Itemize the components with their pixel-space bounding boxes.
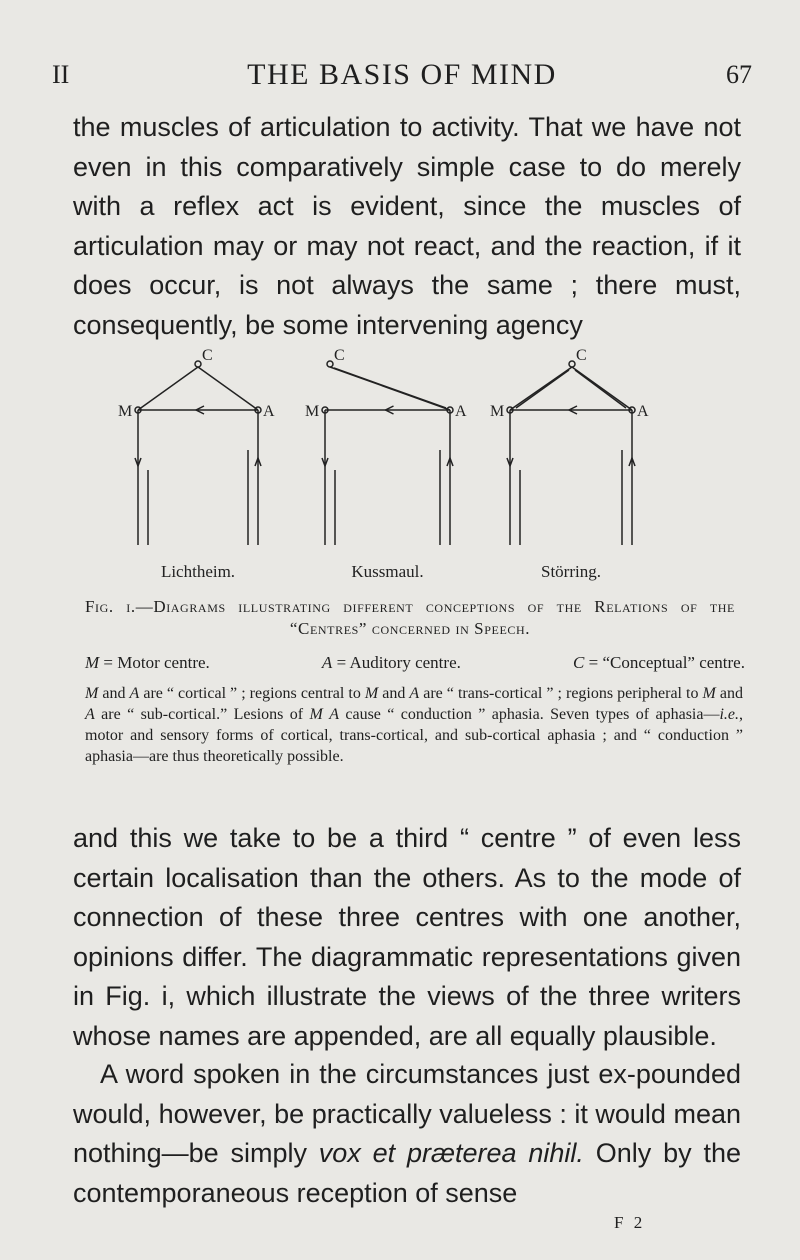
speech-centres-diagrams xyxy=(120,310,680,600)
label-m: M xyxy=(118,403,133,420)
body-paragraph-3 xyxy=(73,1055,741,1213)
figure-number: Fig. i. xyxy=(85,597,136,616)
conceptual-node xyxy=(327,361,333,367)
kussmaul-diagram xyxy=(322,361,453,545)
body-paragraph-2 xyxy=(73,819,741,1056)
paragraph-2-text: and this we take to be a third “ centre ” of even less certain localisation than the others. As to the mode of connection of these three centres with one another, opinions differ. The diagrammatic representations given in Fig. i, which illustrate the views of the three writers whose names are appended, are all equally plausible. xyxy=(73,823,741,1051)
label-m: M xyxy=(305,403,320,420)
label-c: C xyxy=(202,347,213,364)
figure-note: M and A are “ cortical ” ; regions central to M and A are “ trans-cortical ” ; regions peripheral to M and A are “ sub-cortical.” Lesions of M A cause “ conduction ” aphasia. Seven types of aphasia—i.e., motor and sensory forms of cortical, trans-cortical, and sub-cortical aphasia ; and “ conduction ” aphasia—are thus theoretically possible. xyxy=(85,685,744,765)
signature-mark: F 2 xyxy=(614,1213,646,1232)
figure-caption xyxy=(85,596,735,640)
conceptual-node xyxy=(569,361,575,367)
figure-caption-text: —Diagrams illustrating different conceptions of the Relations of the “Centres” concerned in Speech. xyxy=(135,597,735,638)
legend-motor: M = Motor centre. xyxy=(85,653,210,672)
latin-phrase: vox et præterea nihil. xyxy=(318,1138,584,1168)
c-a-connection xyxy=(198,367,258,410)
c-a-connection xyxy=(572,367,632,410)
legend-auditory: A = Auditory centre. xyxy=(321,653,461,672)
figure-1 xyxy=(120,310,680,600)
running-header xyxy=(52,58,752,98)
label-a: A xyxy=(263,403,275,420)
label-a: A xyxy=(637,403,649,420)
chapter-number: II xyxy=(52,60,70,89)
label-c: C xyxy=(334,347,345,364)
diagram-name-storring: Störring. xyxy=(541,562,601,581)
c-m-connection xyxy=(510,367,572,410)
label-c: C xyxy=(576,347,587,364)
c-a-return xyxy=(334,368,446,408)
conceptual-node xyxy=(195,361,201,367)
label-m: M xyxy=(490,403,505,420)
figure-legend xyxy=(85,652,745,674)
c-m-connection xyxy=(138,367,198,410)
label-a: A xyxy=(455,403,467,420)
diagram-name-lichtheim: Lichtheim. xyxy=(160,562,236,581)
c-a-return xyxy=(575,370,626,408)
c-m-return xyxy=(516,370,569,408)
storring-diagram xyxy=(507,361,635,545)
paragraph-1-text: the muscles of articulation to activity. That we have not even in this comparatively simple case to do merely with a reflex act is evident, since the muscles of articulation may or may not react, and the reaction, if it does occur, is not always the same ; there must, consequently, be some intervening agency xyxy=(73,112,741,340)
diagram-name-kussmaul: Kussmaul. xyxy=(351,562,424,581)
running-title: THE BASIS OF MIND xyxy=(247,58,557,91)
paragraph-3-text: A word spoken in the circumstances just ex-pounded would, however, be practically valueless : it would mean nothing—be simply vox et præterea nihil. Only by the contemporaneous reception of sense xyxy=(73,1059,741,1208)
lichtheim-diagram xyxy=(135,361,261,545)
page-number: 67 xyxy=(726,60,752,89)
legend-conceptual: C = “Conceptual” centre. xyxy=(573,653,745,672)
